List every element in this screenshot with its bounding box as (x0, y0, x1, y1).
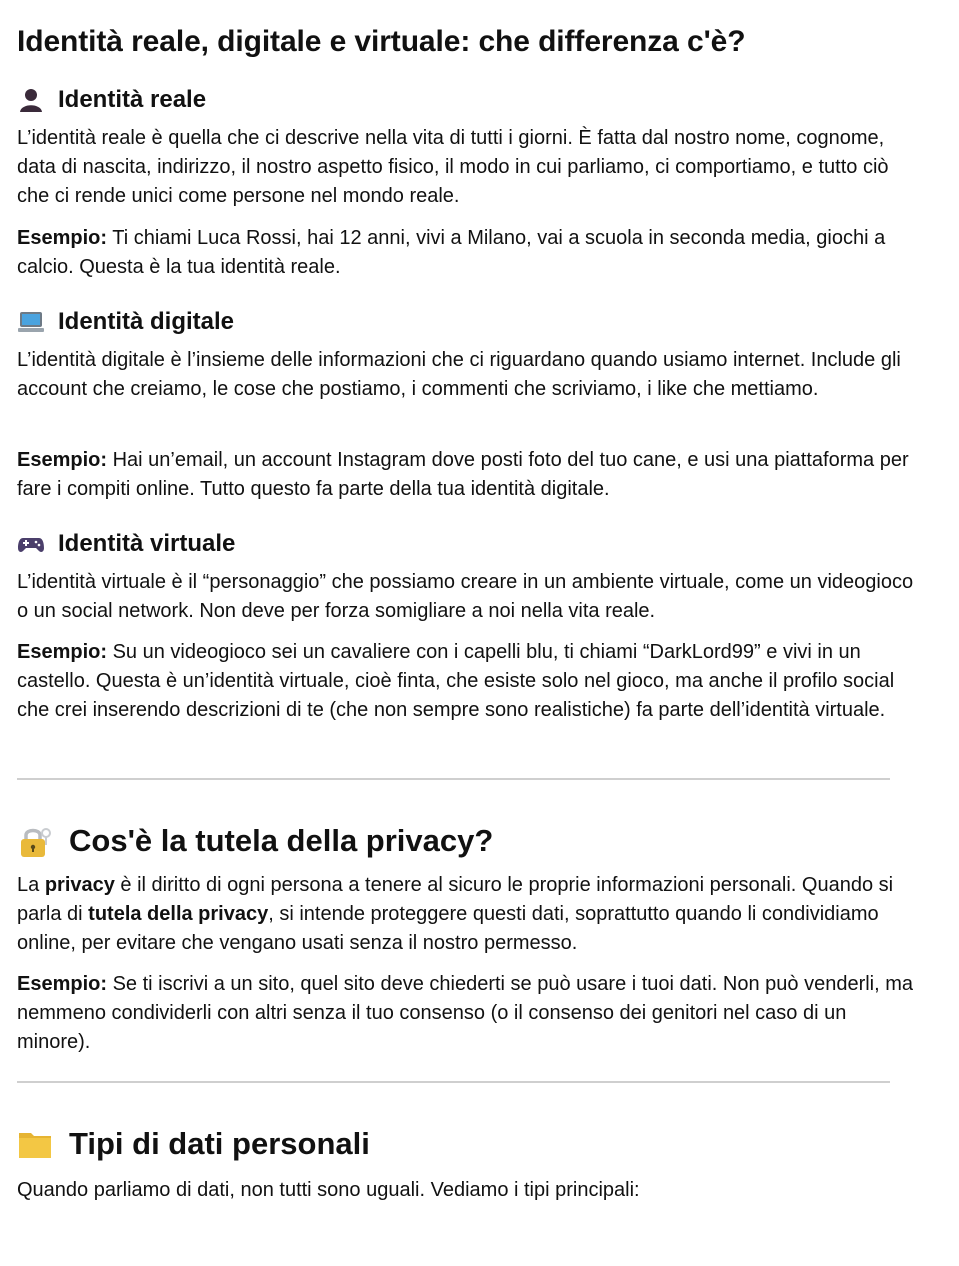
person-silhouette-icon (17, 88, 45, 112)
heading-identita-reale (17, 86, 206, 114)
folder-icon (17, 1127, 53, 1161)
example-identita-digitale (17, 446, 917, 504)
example-label: Esempio: (17, 449, 108, 471)
game-controller-icon (17, 532, 45, 556)
paragraph-tipi-dati: Quando parliamo di dati, non tutti sono uguali. Vediamo i tipi principali: (17, 1179, 640, 1201)
heading-privacy (17, 823, 493, 859)
horizontal-divider (17, 1081, 890, 1083)
paragraph-privacy (17, 871, 917, 958)
example-label: Esempio: (17, 227, 108, 249)
heading-text: Identità digitale (58, 308, 235, 335)
example-identita-reale (17, 224, 917, 282)
example-privacy (17, 970, 917, 1057)
example-label: Esempio: (17, 973, 108, 995)
text-run: La (17, 874, 45, 896)
paragraph-identita-virtuale: L’identità virtuale è il “personaggio” che possiamo creare in un ambiente virtuale, come un videogioco o un social network. Non deve per forza somigliare a noi nella vita reale. (17, 571, 914, 622)
example-text: Hai un’email, un account Instagram dove posti foto del tuo cane, e usi una piattaforma per fare i compiti online. Tutto questo fa parte della tua identità digitale. (17, 449, 909, 500)
example-identita-virtuale (17, 638, 917, 725)
example-text: Su un videogioco sei un cavaliere con i capelli blu, ti chiami “DarkLord99” e vivi in un castello. Questa è un’identità virtuale, cioè finta, che esiste solo nel gioco, ma anche il profilo social che crei inserendo descrizioni di te (che non sempre sono realistiche) fa parte dell’identità virtuale. (17, 641, 895, 721)
example-text: Se ti iscrivi a un sito, quel sito deve chiederti se può usare i tuoi dati. Non può venderli, ma nemmeno condividerli con altri senza il tuo consenso (o il consenso dei genitori nel caso di un minore). (17, 973, 914, 1053)
paragraph-identita-reale: L’identità reale è quella che ci descrive nella vita di tutti i giorni. È fatta dal nostro nome, cognome, data di nascita, indirizzo, il nostro aspetto fisico, il modo in cui parliamo, ci comportiamo, e tutto ciò che ci rende unici come persone nel mondo reale. (17, 127, 889, 207)
heading-text: Identità virtuale (58, 530, 236, 557)
laptop-icon (17, 310, 45, 334)
heading-text: Tipi di dati personali (69, 1126, 370, 1161)
heading-text: Identità reale (58, 86, 207, 113)
heading-identita-digitale (17, 308, 234, 336)
example-text: Ti chiami Luca Rossi, hai 12 anni, vivi a Milano, vai a scuola in seconda media, giochi a calcio. Questa è la tua identità reale. (17, 227, 886, 278)
heading-tipi-dati (17, 1126, 370, 1162)
page-title: Identità reale, digitale e virtuale: che differenza c'è? (17, 25, 746, 58)
heading-text: Cos'è la tutela della privacy? (69, 823, 494, 858)
example-label: Esempio: (17, 641, 108, 663)
heading-identita-virtuale (17, 530, 235, 558)
horizontal-divider (17, 778, 890, 780)
padlock-with-key-icon (17, 824, 53, 858)
bold-term-tutela: tutela della privacy (88, 903, 269, 925)
paragraph-identita-digitale: L’identità digitale è l’insieme delle informazioni che ci riguardano quando usiamo internet. Include gli account che creiamo, le cose che postiamo, i commenti che scriviamo, i like che mettiamo. (17, 349, 901, 400)
bold-term-privacy: privacy (44, 874, 115, 896)
text-run: , si intende proteggere questi dati, soprattutto quando li condividiamo online, per evitare che vengano usati senza il nostro permesso. (17, 903, 879, 954)
text-run: è il diritto di ogni persona a tenere al sicuro le proprie informazioni personali. Quando si parla di (17, 874, 894, 925)
